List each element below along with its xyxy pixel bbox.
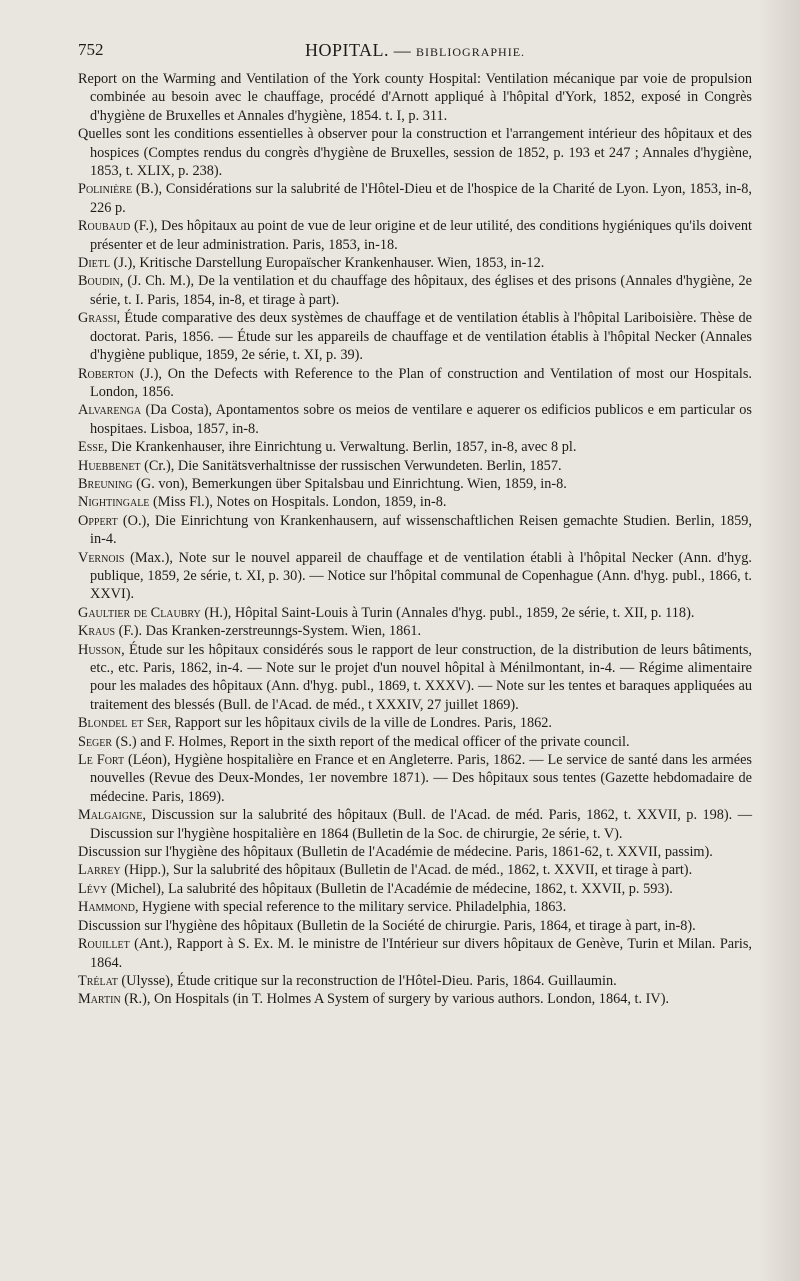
entry-text: (Léon), Hygiène hospitalière en France et en Angleterre. Paris, 1862. — Le service de santé dans les armées nouvelles (Revue des Deux-Mondes, 1er novembre 1871). — Des hôpitaux sous tentes (Gazette hebdomadaire de médecine. Paris, 1869). [90, 752, 752, 805]
running-head-dash: — [389, 41, 417, 60]
entry-text: (B.), Considérations sur la salubrité de l'Hôtel-Dieu et de l'hospice de la Charité de Lyon. Lyon, 1853, in-8, 226 p. [90, 181, 752, 216]
bibliography-entry [78, 604, 752, 622]
entry-author: Seger [78, 733, 113, 750]
entry-text: , Rapport sur les hôpitaux civils de la ville de Londres. Paris, 1862. [167, 715, 552, 732]
bibliography-entry [78, 549, 752, 604]
entry-text: (R.), On Hospitals (in T. Holmes A System of surgery by various authors. London, 1864, t. IV). [120, 991, 670, 1008]
entry-text: (J.), On the Defects with Reference to the Plan of construction and Ventilation of most our Hospitals. London, 1856. [90, 365, 752, 400]
entry-text: (Michel), La salubrité des hôpitaux (Bulletin de l'Académie de médecine, 1862, t. XXVII, p. 593). [107, 880, 673, 897]
bibliography-entry [78, 309, 752, 364]
entry-author: Trélat [78, 972, 118, 989]
entry-text: (O.), Die Einrichtung von Krankenhausern, auf wissenschaftlichen Reisen gemachte Studien. Berlin, 1859, in-4. [90, 512, 752, 548]
bibliography-entry [78, 365, 752, 402]
entry-text: , (J. Ch. M.), De la ventilation et du chauffage des hôpitaux, des églises et des prisons (Annales d'hygiène, 2e série, t. I. Paris, 1854, in-8, et tirage à part). [90, 273, 752, 308]
bibliography-entry [78, 512, 752, 549]
bibliography-entry [78, 917, 752, 935]
entry-author: Polinière [78, 181, 133, 198]
entry-author: Alvarenga [78, 402, 142, 419]
bibliography-entry [78, 898, 752, 916]
entry-author: Husson [78, 641, 122, 658]
bibliography-entry [78, 70, 752, 125]
entry-author: Roberton [78, 365, 134, 382]
entry-author: Grassi [78, 310, 117, 327]
entry-author: Le Fort [78, 752, 125, 769]
entry-text: (Hipp.), Sur la salubrité des hôpitaux (Bulletin de l'Acad. de méd., 1862, t. XXVII, et tirage à part). [120, 862, 693, 879]
entry-text: , Étude sur les hôpitaux considérés sous le rapport de leur construction, de la distribution de leurs bâtiments, etc., etc. Paris, 1862, in-4. — Note sur le projet d'un nouvel hôpital à Ménilmontant, in-4. — Régime alimentaire pour les malades des hôpitaux (Ann. d'hyg. publ., 1869, t. XXXV). — Note sur les tentes et baraques appliquées au traitement des blessés (Bull. de l'Acad. de méd., t XXXIV, 27 juillet 1869). [90, 641, 752, 713]
bibliography-list [78, 70, 752, 1009]
entry-text: , Die Krankenhauser, ihre Einrichtung u. Verwaltung. Berlin, 1857, in-8, avec 8 pl. [103, 439, 577, 456]
entry-text: (F.). Das Kranken-zerstreunngs-System. Wien, 1861. [115, 623, 422, 640]
entry-author: Roubaud [78, 218, 131, 235]
entry-author: Huebbenet [78, 457, 141, 474]
entry-text: (F.), Des hôpitaux au point de vue de leur origine et de leur utilité, des conditions hygiéniques qu'ils doivent présenter et de leur administration. Paris, 1853, in-18. [90, 218, 752, 253]
bibliography-entry [78, 475, 752, 493]
entry-text: (G. von), Bemerkungen über Spitalsbau und Einrichtung. Wien, 1859, in-8. [132, 475, 567, 492]
entry-author: Larrey [78, 862, 121, 879]
entry-text: (J.), Kritische Darstellung Europaïscher Krankenhauser. Wien, 1853, in-12. [109, 255, 545, 272]
entry-author: Malgaigne [78, 807, 143, 824]
entry-author: Gaultier de Claubry [78, 604, 201, 621]
entry-text: Discussion sur l'hygiène des hôpitaux (Bulletin de l'Académie de médecine. Paris, 1861-62, t. XXVII, passim). [78, 844, 713, 861]
running-head-sub: BIBLIOGRAPHIE. [416, 45, 526, 59]
entry-author: Esse [78, 439, 104, 456]
entry-author: Lévy [78, 880, 108, 897]
entry-text: Quelles sont les conditions essentielles à observer pour la construction et l'arrangement intérieur des hôpitaux et des hospices (Comptes rendus du congrès d'hygiène de Bruxelles, session de 1852, p. 193 et 247 ; Annales d'hygiène, 1853, t. XLIX, p. 238). [78, 126, 752, 180]
entry-author: Nightingale [78, 494, 150, 511]
entry-text: Report on the Warming and Ventilation of the York county Hospital: Ventilation mécanique par voie de propulsion combinée au besoin avec le chauffage, procédé d'Arnott appliqué à l'hôpital d'York, 1852, exposé in Congrès d'hygiène de Bruxelles et Annales d'hygiène, 1854. t. I, p. 311. [78, 71, 752, 124]
bibliography-entry [78, 254, 752, 272]
entry-author: Dietl [78, 255, 110, 272]
entry-text: (Miss Fl.), Notes on Hospitals. London, 1859, in-8. [149, 494, 447, 511]
entry-text: (Max.), Note sur le nouvel appareil de chauffage et de ventilation établi à l'hôpital Necker (Ann. d'hyg. publique, 1859, 2e série, t. XI, p. 30). — Notice sur l'hôpital communal de Copenhague (Ann. d'hyg. publ., 1866, t. XXVI). [90, 549, 752, 603]
bibliography-entry [78, 272, 752, 309]
bibliography-entry [78, 457, 752, 475]
running-head [78, 40, 752, 61]
facing-page-bleed [758, 0, 800, 1281]
bibliography-entry [78, 880, 752, 898]
bibliography-entry [78, 843, 752, 861]
entry-author: Blondel et Ser [78, 715, 168, 732]
bibliography-entry [78, 972, 752, 990]
bibliography-entry [78, 401, 752, 438]
entry-text: , Hygiene with special reference to the military service. Philadelphia, 1863. [135, 899, 567, 916]
entry-text: (S.) and F. Holmes, Report in the sixth report of the medical officer of the private council. [112, 733, 630, 750]
entry-author: Breuning [78, 475, 133, 492]
entry-text: Discussion sur l'hygiène des hôpitaux (Bulletin de la Société de chirurgie. Paris, 1864, et tirage à part, in-8). [78, 917, 696, 934]
bibliography-entry [78, 438, 752, 456]
bibliography-entry [78, 935, 752, 972]
page-number: 752 [78, 40, 104, 59]
entry-text: (Cr.), Die Sanitätsverhaltnisse der russischen Verwundeten. Berlin, 1857. [140, 457, 562, 474]
entry-author: Rouillet [78, 936, 130, 953]
bibliography-entry [78, 641, 752, 715]
bibliography-entry [78, 861, 752, 879]
entry-text: , Discussion sur la salubrité des hôpitaux (Bull. de l'Acad. de méd. Paris, 1862, t. XXVII, p. 198). — Discussion sur l'hygiène hospitalière en 1864 (Bulletin de la Soc. de chirurgie, 2e série, t. V). [90, 807, 752, 842]
entry-author: Vernois [78, 549, 125, 566]
entry-author: Kraus [78, 623, 115, 640]
bibliography-entry [78, 493, 752, 511]
page-header [78, 40, 752, 70]
entry-text: , Étude comparative des deux systèmes de chauffage et de ventilation établis à l'hôpital Lariboisière. Thèse de doctorat. Paris, 1856. — Étude sur les appareils de chauffage et de ventilation établis à l'hôpital Necker (Annales d'hygiène publique, 1859, 2e série, t. XI, p. 39). [90, 310, 752, 364]
entry-author: Martin [78, 991, 121, 1008]
bibliography-entry [78, 714, 752, 732]
entry-author: Boudin [78, 273, 120, 290]
entry-text: (H.), Hôpital Saint-Louis à Turin (Annales d'hyg. publ., 1859, 2e série, t. XII, p. 118). [200, 604, 695, 621]
bibliography-entry [78, 751, 752, 806]
bibliography-entry [78, 217, 752, 254]
bibliography-entry [78, 125, 752, 180]
entry-text: (Ant.), Rapport à S. Ex. M. le ministre de l'Intérieur sur divers hôpitaux de Genève, Turin et Milan. Paris, 1864. [90, 936, 752, 971]
bibliography-entry [78, 733, 752, 751]
entry-text: (Da Costa), Apontamentos sobre os meios de ventilare e aquerer os edificios publicos e em particular os hospitaes. Lisboa, 1857, in-8. [90, 402, 752, 437]
entry-author: Hammond [78, 899, 135, 916]
entry-author: Oppert [78, 512, 118, 529]
bibliography-entry [78, 990, 752, 1008]
bibliography-entry [78, 622, 752, 640]
running-head-main: HOPITAL. [304, 40, 390, 60]
bibliography-entry [78, 180, 752, 217]
bibliography-entry [78, 806, 752, 843]
entry-text: (Ulysse), Étude critique sur la reconstruction de l'Hôtel-Dieu. Paris, 1864. Guillaumin. [117, 972, 617, 989]
